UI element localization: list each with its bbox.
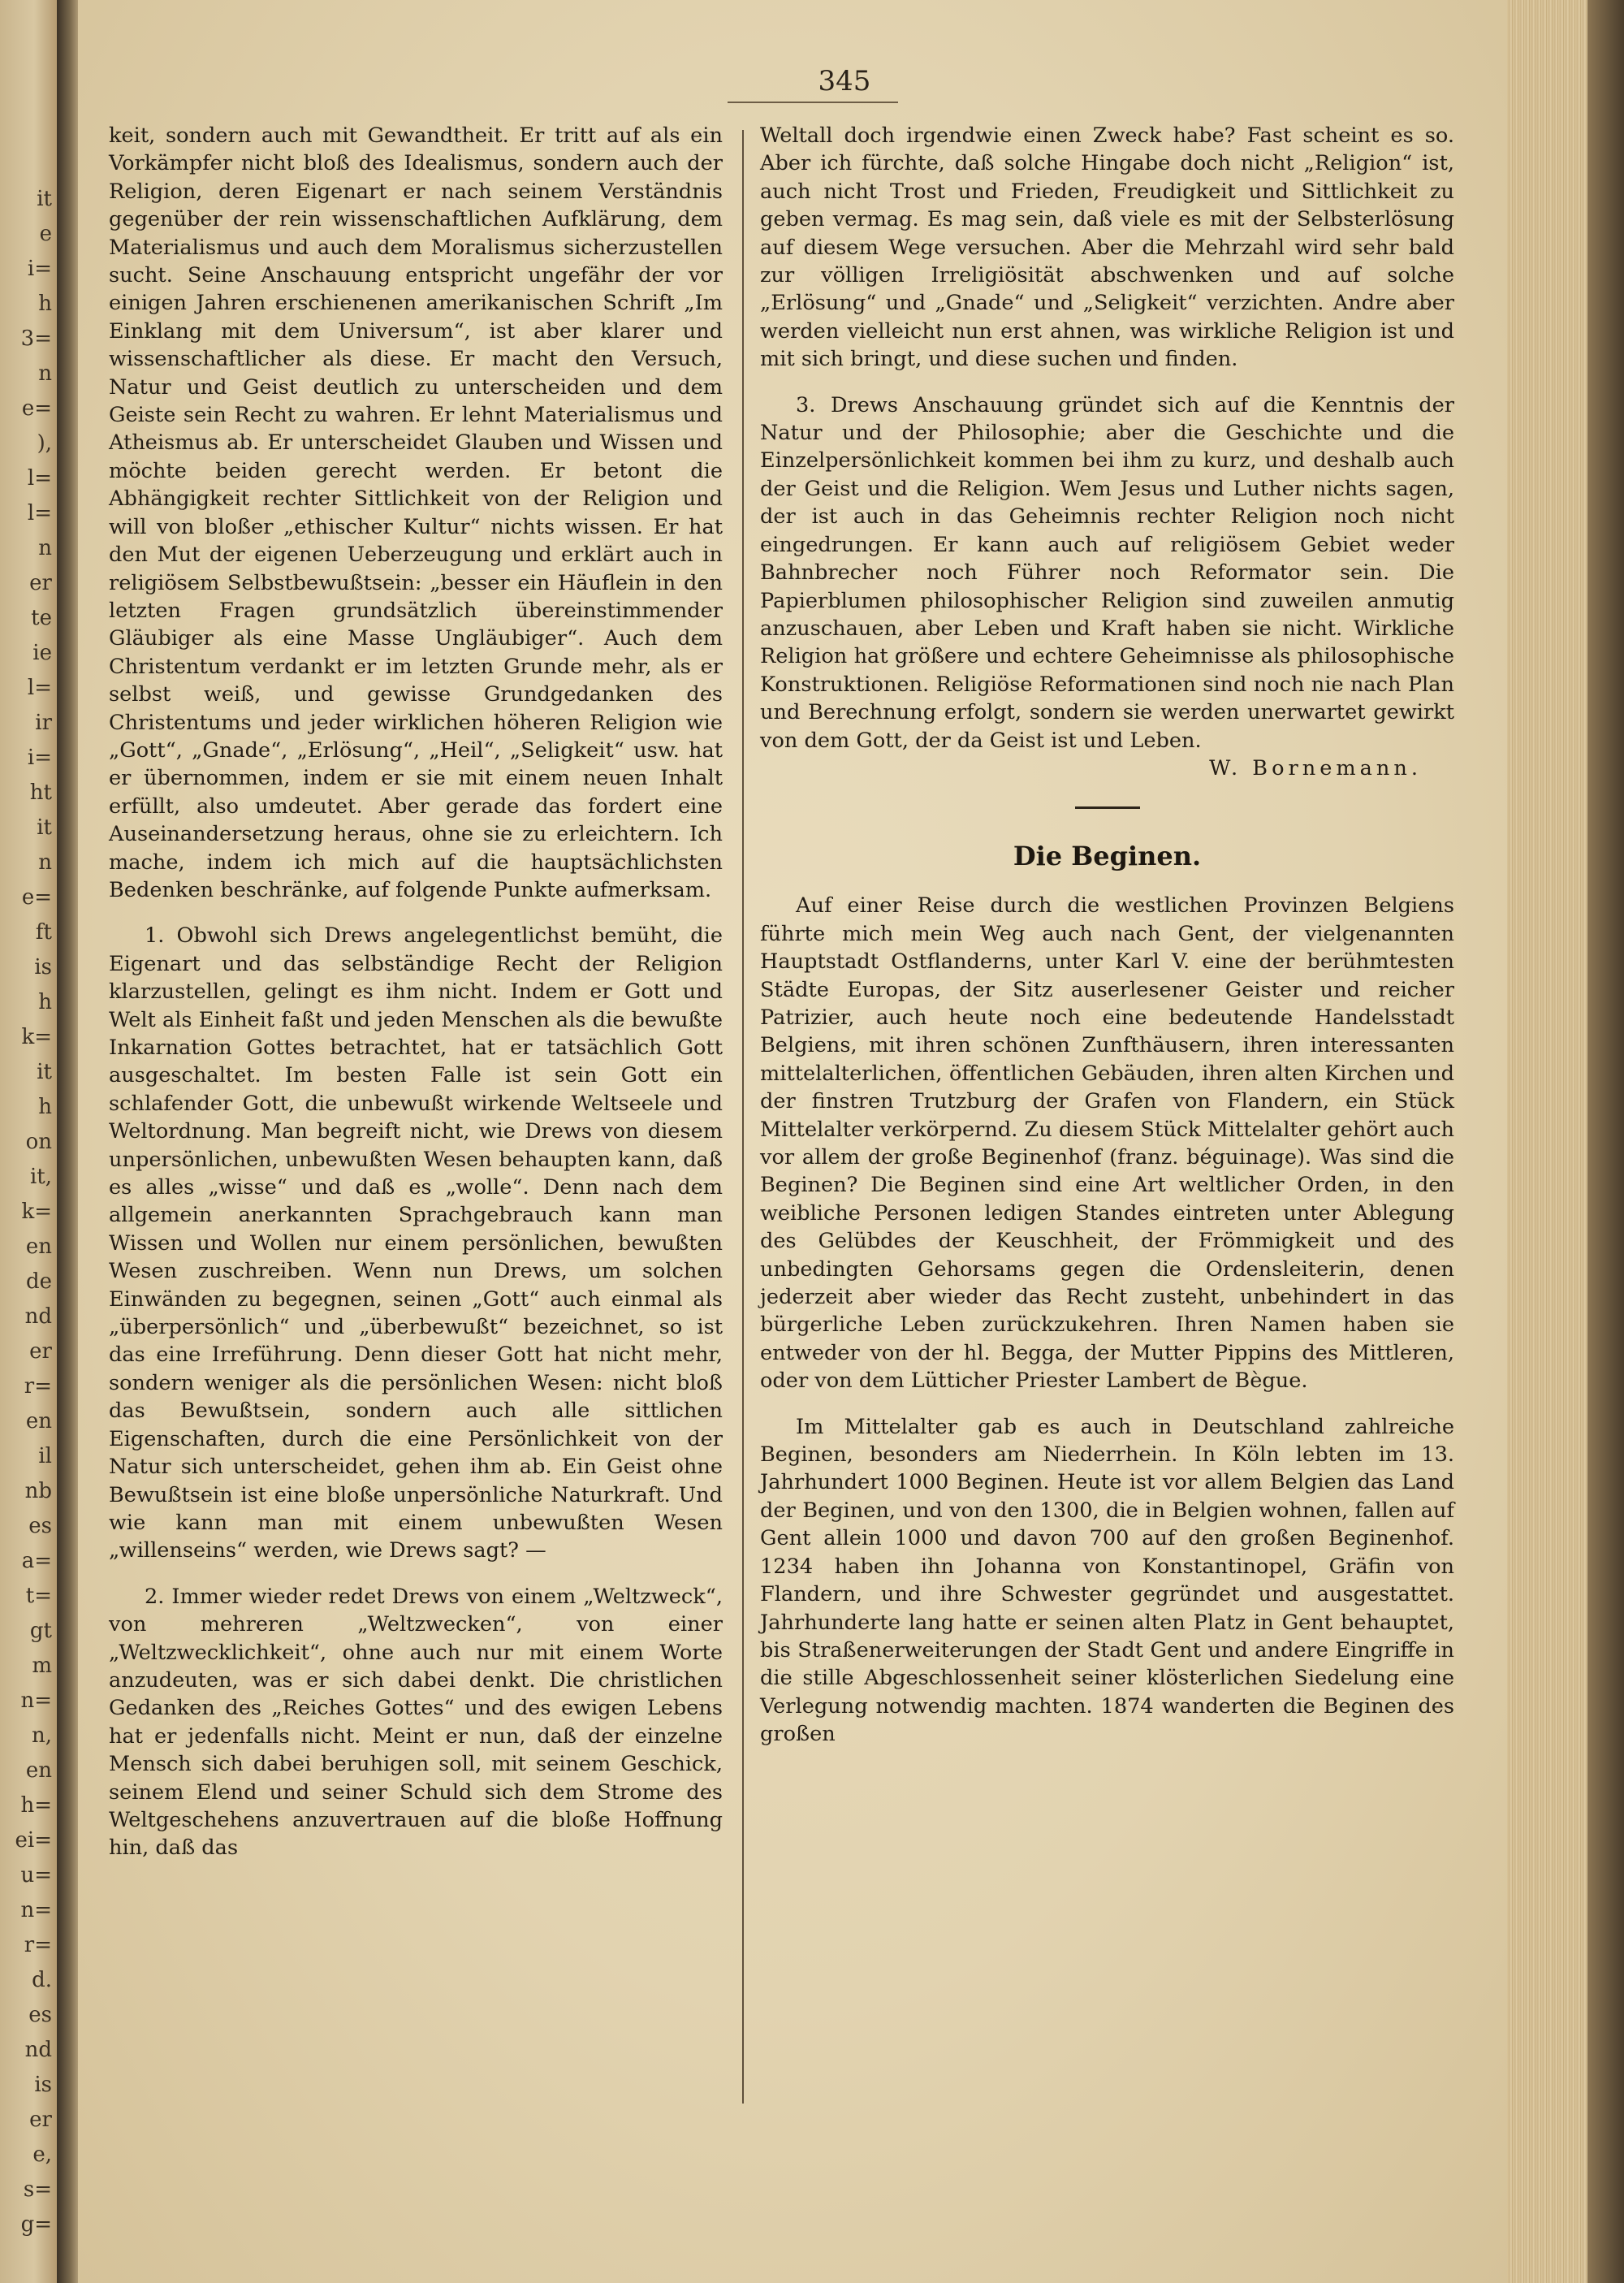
page <box>78 0 1507 2283</box>
section-separator <box>1075 806 1140 809</box>
page-number-rule <box>728 102 898 103</box>
previous-page-fragment: e, <box>32 2142 52 2167</box>
previous-page-fragment: g= <box>20 2212 52 2237</box>
section-title: Die Beginen. <box>1013 841 1202 872</box>
paragraph: 1. Obwohl sich Drews angelegentlichst bemüht, die Eigenart und das selbständige Recht der Religion klarzustellen, gelingt es ihm nicht. Indem er Gott und Welt als Einheit faßt und jeden Menschen als die bewußte Inkarnation Gottes betrachtet, hat er tatsächlich Gott ausgeschaltet. Im besten Falle ist sein Gott ein schlafender Gott, die unbewußt wirkende Weltseele und Weltordnung. Man begreift nicht, wie Drews von diesem unpersönlichen, unbewußten Wesen behaupten kann, daß es alles „wisse“ und daß es „wolle“. Denn nach dem allgemein anerkannten Sprachgebrauch kann man Wissen und Wollen nur einem persönlichen, bewußten Wesen zuschreiben. Wenn nun Drews, um solchen Einwänden zu begegnen, seinen „Gott“ auch einmal als „überpersönlich“ und „überbewußt“ bezeichnet, so ist das eine Irreführung. Denn dieser Gott hat nicht mehr, sondern weniger als die persönlichen Wesen: nicht bloß das Bewußtsein, sondern auch alle sittlichen Eigenschaften, durch die eine Persönlichkeit von der Natur sich unterscheidet, gehen ihm ab. Ein Geist ohne Bewußtsein ist eine bloße unpersönliche Naturkraft. Und wie kann man mit einem unbewußten Wesen „willenseins“ werden, wie Drews sagt? — <box>109 923 723 1563</box>
previous-page-fragment: er <box>29 1339 52 1364</box>
previous-page-fragment: d. <box>32 1968 52 1992</box>
previous-page-fragment: n= <box>20 1688 52 1713</box>
previous-page-fragment: it <box>37 1060 52 1084</box>
previous-page-fragment: en <box>25 1758 52 1783</box>
previous-page-fragment: l= <box>27 466 52 491</box>
previous-page-fragment: it, <box>29 1165 52 1189</box>
previous-page-fragment: h <box>38 990 52 1014</box>
previous-page-fragment: es <box>28 2003 52 2027</box>
previous-page-fragment: r= <box>24 1933 52 1957</box>
previous-page-fragment: e <box>39 222 52 246</box>
previous-page-fragment: n= <box>20 1898 52 1922</box>
article-signature: W. Bornemann. <box>1209 755 1422 780</box>
previous-page-fragment: r= <box>24 1374 52 1399</box>
previous-page-fragment: it <box>37 187 52 211</box>
previous-page-edge <box>0 0 57 2283</box>
previous-page-fragment: l= <box>27 676 52 700</box>
previous-page-fragment: l= <box>27 501 52 525</box>
previous-page-fragment: ), <box>37 431 52 456</box>
previous-page-fragment: is <box>34 955 52 979</box>
previous-page-fragment: e= <box>21 396 52 421</box>
previous-page-fragment: nd <box>24 2038 52 2062</box>
previous-page-fragment: ir <box>35 711 52 735</box>
previous-page-fragment: n <box>38 361 52 386</box>
paragraph: 3. Drews Anschauung gründet sich auf die Kenntnis der Natur und der Philosophie; aber die Geschichte und die Einzelpersönlichkeit kommen bei ihm zu kurz, und deshalb auch der Geist und die Religion. Wem Jesus und Luther nichts sagen, der ist auch in das Geheimnis rechter Religion noch nicht eingedrungen. Er kann auch auf religiösem Gebiet weder Bahnbrecher noch Führer noch Reformator sein. Die Papierblumen philosophischer Religion sind zuweilen anmutig anzuschauen, aber Leben und Kraft haben sie nicht. Wirkliche Religion hat größere und echtere Geheimnisse als philosophische Konstruktionen. Religiöse Reformationen sind noch nie nach Plan und Berechnung erfolgt, sondern sie werden unerwartet gewirkt von dem Gott, der da Geist ist und Leben. <box>760 392 1454 753</box>
previous-page-fragment: nd <box>24 1304 52 1329</box>
previous-page-fragment: n, <box>31 1723 52 1748</box>
previous-page-fragment: er <box>29 2108 52 2132</box>
previous-page-fragment: 3= <box>20 326 52 351</box>
previous-page-fragment: er <box>29 571 52 595</box>
page-number: 345 <box>818 65 871 97</box>
previous-page-fragment: k= <box>21 1200 52 1224</box>
previous-page-fragment: h= <box>20 1793 52 1818</box>
paragraph: Auf einer Reise durch die westlichen Provinzen Belgiens führte mich mein Weg auch nach Gent, der vielgenannten Hauptstadt Ostflanderns, unter Karl V. eine der berühmtesten Städte Europas, der Sitz auserlesener Geister und reicher Patrizier, auch heute noch eine bedeutende Handelsstadt Belgiens, mit ihren schönen Zunfthäusern, ihren interessanten mittelalterlichen, öffentlichen Gebäuden, ihren alten Kirchen und der finstren Trutzburg der Grafen von Flandern, ein Stück Mittelalter verkörpernd. Zu diesem Stück Mittelalter gehört auch vor allem der große Beginenhof (franz. béguinage). Was sind die Beginen? Die Beginen sind eine Art weltlicher Orden, in den weibliche Personen ledigen Standes eintreten unter Ablegung des Gelübdes der Keuschheit, der Frömmigkeit und des unbedingten Gehorsams gegen die Ordensleiterin, denen jederzeit aber wieder das Recht zusteht, unbehindert in das bürgerliche Leben zurückzukehren. Ihren Namen haben sie entweder von der hl. Begga, der Mutter Pippins des Mittleren, oder von dem Lütticher Priester Lambert de Bègue. <box>760 893 1454 1394</box>
previous-page-fragment: es <box>28 1514 52 1538</box>
previous-page-fragment: i= <box>27 746 52 770</box>
previous-page-fragment: n <box>38 850 52 875</box>
left-column <box>109 122 723 1862</box>
previous-page-fragment: h <box>38 292 52 316</box>
previous-page-fragment: ft <box>35 920 52 945</box>
previous-page-fragment: s= <box>23 2177 52 2202</box>
previous-page-fragment: de <box>25 1269 52 1294</box>
previous-page-fragment: ie <box>32 641 52 665</box>
previous-page-fragment: h <box>38 1095 52 1119</box>
previous-page-fragment: t= <box>25 1584 52 1608</box>
previous-page-fragment: e= <box>21 885 52 910</box>
book-edge-shadow <box>1587 0 1624 2283</box>
book-gutter <box>57 0 80 2283</box>
previous-page-fragment: en <box>25 1234 52 1259</box>
previous-page-fragment: a= <box>21 1549 52 1573</box>
previous-page-fragment: it <box>37 815 52 840</box>
previous-page-fragment: ei= <box>15 1828 52 1853</box>
paragraph: Weltall doch irgendwie einen Zweck habe? Fast scheint es so. Aber ich fürchte, daß solche Hingabe doch nicht „Religion“ ist, auch nicht Trost und Frieden, Freudigkeit und Sittlichkeit zu geben vermag. Es mag sein, daß viele es mit der Selbsterlösung auf diesem Wege versuchen. Aber die Mehrzahl wird sehr bald zur völligen Irreligiösität abschwenken und auf solche „Erlösung“ und „Gnade“ und „Seligkeit“ verzichten. Andre aber werden vielleicht nun erst ahnen, was wirkliche Religion ist und mit sich bringt, und diese suchen und finden. <box>760 123 1454 372</box>
previous-page-fragment: en <box>25 1409 52 1433</box>
column-divider <box>742 130 744 2104</box>
previous-page-fragment: gt <box>29 1619 52 1643</box>
previous-page-fragment: is <box>34 2073 52 2097</box>
previous-page-fragment: u= <box>20 1863 52 1887</box>
previous-page-fragment: ht <box>29 780 52 805</box>
previous-page-fragment: te <box>31 606 52 630</box>
previous-page-fragment: n <box>38 536 52 560</box>
paragraph: Im Mittelalter gab es auch in Deutschland zahlreiche Beginen, besonders am Niederrhein. In Köln lebten im 13. Jahrhundert 1000 Beginen. Heute ist vor allem Belgien das Land der Beginen, und von den 1300, die in Belgien wohnen, fallen auf Gent allein 1000 und davon 700 auf den großen Beginenhof. 1234 haben ihn Johanna von Konstantinopel, Gräfin von Flandern, und ihre Schwester gegründet und ausgestattet. Jahrhunderte lang hatte er seinen alten Platz in Gent behauptet, bis Straßenerweiterungen der Stadt Gent und andere Eingriffe in die stille Abgeschlossenheit seiner klösterlichen Siedelung eine Verlegung notwendig machten. 1874 wanderten die Beginen des großen <box>760 1414 1454 1747</box>
previous-page-fragment: on <box>25 1130 52 1154</box>
previous-page-fragment: m <box>32 1654 52 1678</box>
previous-page-fragment: k= <box>21 1025 52 1049</box>
previous-page-fragment: il <box>38 1444 52 1468</box>
previous-page-fragment: nb <box>24 1479 52 1503</box>
paragraph: keit, sondern auch mit Gewandtheit. Er tritt auf als ein Vorkämpfer nicht bloß des Idealismus, sondern auch der Religion, deren Eigenart er nach seinem Verständnis gegenüber der rein wissenschaftlichen Aufklärung, dem Materialismus und auch dem Moralismus sicherzustellen sucht. Seine Anschauung entspricht ungefähr der vor einigen Jahren erschienenen amerikanischen Schrift „Im Einklang mit dem Universum“, ist aber klarer und wissenschaftlicher als diese. Er macht den Versuch, Natur und Geist deutlich zu unterscheiden und dem Geiste sein Recht zu wahren. Er lehnt Materialismus und Atheismus ab. Er unterscheidet Glauben und Wissen und möchte beiden gerecht werden. Er betont die Abhängigkeit rechter Sittlichkeit von der Religion und will von bloßer „ethischer Kultur“ nichts wissen. Er hat den Mut der eigenen Ueberzeugung und erklärt auch in religiösem Selbstbewußtsein: „besser ein Häuflein in den letzten Fragen grundsätzlich übereinstimmender Gläubiger als eine Masse Ungläubiger“. Auch dem Christentum verdankt er im letzten Grunde mehr, als er selbst weiß, und gewisse Grundgedanken des Christentums und jeder wirklichen höheren Religion wie „Gott“, „Gnade“, „Erlösung“, „Heil“, „Seligkeit“ usw. hat er übernommen, indem er sie mit einem neuen Inhalt erfüllt, also umdeutet. Aber gerade das fordert eine Auseinandersetzung heraus, ohne sie zu erleichtern. Ich mache, indem ich mich auf die hauptsächlichsten Bedenken beschränke, auf folgende Punkte aufmerksam. <box>109 123 723 902</box>
previous-page-fragment: i= <box>27 257 52 281</box>
right-column <box>760 122 1454 1749</box>
paragraph: 2. Immer wieder redet Drews von einem „Weltzweck“, von mehreren „Weltzwecken“, von einer „Weltzwecklichkeit“, ohne auch nur mit einem Worte anzudeuten, was er sich dabei denkt. Die christlichen Gedanken des „Reiches Gottes“ und des ewigen Lebens hat er jedenfalls nicht. Meint er nun, daß der einzelne Mensch sich dabei beruhigen soll, mit seinem Geschick, seinem Elend und seiner Schuld sich dem Strome des Weltgeschehens anzuvertrauen auf die bloße Hoffnung hin, daß das <box>109 1584 723 1861</box>
